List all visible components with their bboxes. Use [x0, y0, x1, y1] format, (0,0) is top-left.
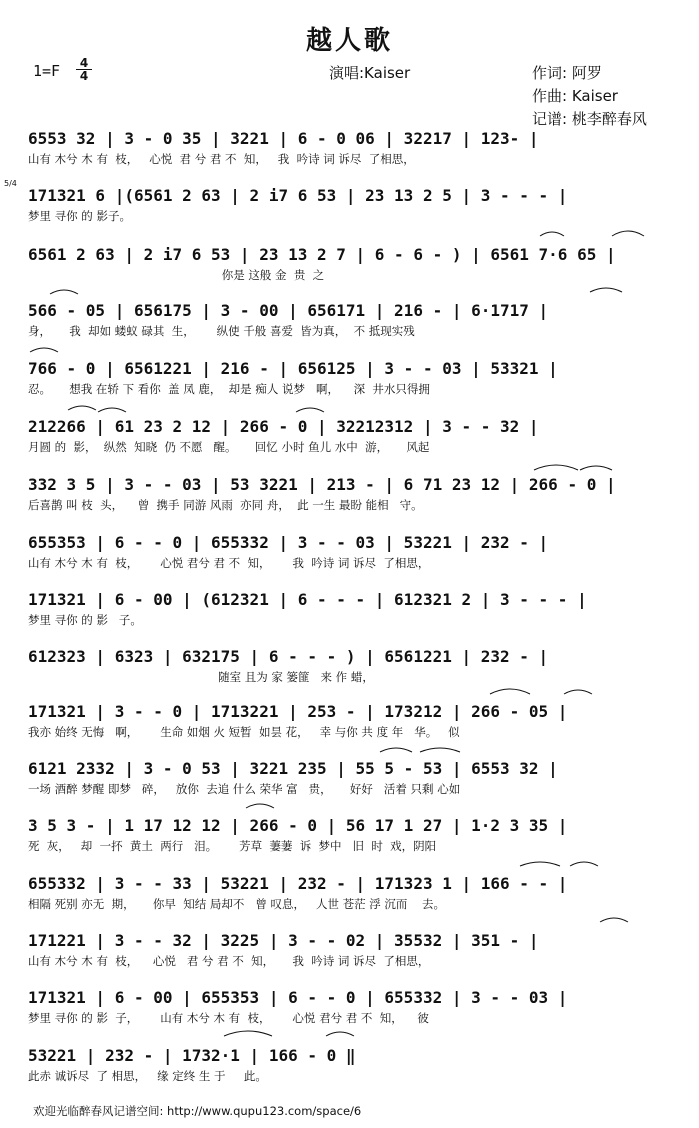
notation-line: 566 - 05 | 656175 | 3 - 00 | 656171 | 216 - | 6·1717 | — [28, 302, 549, 320]
lyric-line: 梦里 寻你 的 影子。 — [28, 209, 131, 223]
lyric-line: 一场 酒醉 梦醒 即梦 碎， 放你 去追 什么 荣华 富 贵， 好好 活着 只剩 心如 — [28, 782, 461, 796]
slur — [570, 862, 598, 866]
lyric-line: 山有 木兮 木 有 枝， 心悦 君兮 君 不 知， 我 吟诗 词 诉尽 了相思， — [28, 556, 430, 570]
slur — [98, 408, 126, 412]
slur — [590, 288, 622, 292]
slur — [50, 290, 78, 294]
singer-credit: 演唱:Kaiser — [329, 64, 411, 82]
slur — [564, 690, 592, 694]
notation-line: 171321 | 6 - 00 | 655353 | 6 - - 0 | 655332 | 3 - - 03 | — [28, 989, 568, 1007]
time-signature-top: 4 — [76, 57, 92, 70]
lyric-line: 随室 且为 家 篓篚 来 作 蜡， — [28, 670, 374, 684]
lyric-line: 我亦 始终 无悔 啊， 生命 如烟 火 短暂 如昙 花， 幸 与你 共 度 年 华。 似 — [28, 725, 460, 739]
notation-line: 6553 32 | 3 - 0 35 | 3221 | 6 - 0 06 | 32217 | 123- | — [28, 130, 539, 148]
notation-line: 6121 2332 | 3 - 0 53 | 3221 235 | 55 5 - 53 | 6553 32 | — [28, 760, 558, 778]
slur — [420, 748, 460, 752]
notation-line: 171321 | 6 - 00 | (612321 | 6 - - - | 612321 2 | 3 - - - | — [28, 591, 587, 609]
lyric-line: 梦里 寻你 的 影 子， 山有 木兮 木 有 枝， 心悦 君兮 君 不 知， 彼 — [28, 1011, 429, 1025]
slur — [600, 918, 628, 922]
lyric-line: 身， 我 却如 蝼蚁 碌其 生， 纵使 千般 喜爱 皆为真， 不 抵现实残 — [28, 324, 415, 338]
slur — [520, 862, 560, 866]
footer-credit: 欢迎光临醉春风记谱空间: http://www.qupu123.com/space/6 — [33, 1104, 362, 1118]
notation-line: 766 - 0 | 6561221 | 216 - | 656125 | 3 - - 03 | 53321 | — [28, 360, 558, 378]
notation-line: 612323 | 6323 | 632175 | 6 - - - ) | 6561221 | 232 - | — [28, 648, 549, 666]
lyric-line: 相隔 死别 亦无 期， 你早 知结 局却不 曾 叹息， 人世 苍茫 浮 沉而 去。 — [28, 897, 446, 911]
slur — [490, 689, 530, 694]
lyric-line: 后喜鹊 叫 枝 头， 曾 携手 同游 风雨 亦同 舟， 此 一生 最盼 能相 守。 — [28, 498, 423, 512]
meter-change-mark: 5/4 — [4, 179, 17, 188]
key-signature: 1=F — [33, 62, 61, 80]
composer-credit: 作曲: Kaiser — [532, 87, 618, 105]
lyricist-credit: 作词: 阿罗 — [532, 64, 602, 82]
slur — [246, 804, 274, 808]
slur — [30, 348, 58, 352]
notation-line: 171321 | 3 - - 0 | 1713221 | 253 - | 173212 | 266 - 05 | — [28, 703, 568, 721]
notation-line: 212266 | 61 23 2 12 | 266 - 0 | 32212312 | 3 - - 32 | — [28, 418, 539, 436]
transcriber-credit: 记谱: 桃李醉春风 — [532, 110, 647, 128]
slur — [68, 406, 96, 410]
song-title: 越人歌 — [305, 26, 393, 56]
time-signature-bottom: 4 — [79, 69, 89, 83]
lyric-line: 山有 木兮 木 有 枝， 心悦 君 兮 君 不 知， 我 吟诗 词 诉尽 了相思， — [28, 954, 430, 968]
notation-line: 53221 | 232 - | 1732·1 | 166 - 0 ‖ — [28, 1047, 356, 1065]
notation-line: 171321 6 |(6561 2 63 | 2 i7 6 53 | 23 13 2 5 | 3 - - - | — [28, 187, 568, 205]
notation-line: 6561 2 63 | 2 i7 6 53 | 23 13 2 7 | 6 - 6 - ) | 6561 7·6 65 | — [28, 246, 616, 264]
notation-line: 332 3 5 | 3 - - 03 | 53 3221 | 213 - | 6 71 23 12 | 266 - 0 | — [28, 476, 616, 494]
slur — [296, 408, 324, 412]
lyric-line: 此赤 诚诉尽 了 相思， 缘 定终 生 于 此。 — [28, 1069, 267, 1083]
slur — [540, 232, 564, 236]
lyric-line: 你是 这般 金 贵 之 — [28, 268, 325, 282]
lyric-line: 月圆 的 影， 纵然 知晓 仍 不愿 醒。 回忆 小时 鱼儿 水中 游， 风起 — [28, 440, 430, 454]
slur — [580, 466, 612, 470]
lyric-line: 山有 木兮 木 有 枝， 心悦 君 兮 君 不 知， 我 吟诗 词 诉尽 了相思， — [28, 152, 415, 166]
notation-line: 655353 | 6 - - 0 | 655332 | 3 - - 03 | 53221 | 232 - | — [28, 534, 549, 552]
slur — [612, 231, 644, 236]
slur — [380, 748, 412, 752]
lyric-line: 梦里 寻你 的 影 子。 — [28, 613, 142, 627]
slur — [224, 1031, 272, 1036]
slur — [326, 1032, 354, 1036]
notation-line: 3 5 3 - | 1 17 12 12 | 266 - 0 | 56 17 1 27 | 1·2 3 35 | — [28, 817, 568, 835]
lyric-line: 忍。 想我 在轿 下 看你 盖 凤 鹿， 却是 痴人 说梦 啊， 深 井水只得拥 — [28, 382, 430, 396]
notation-line: 171221 | 3 - - 32 | 3225 | 3 - - 02 | 35532 | 351 - | — [28, 932, 539, 950]
lyric-line: 死 灰， 却 一抔 黄土 两行 泪。 芳草 萋萋 诉 梦中 旧 时 戏，阴阳 — [28, 839, 437, 853]
slur — [534, 465, 578, 470]
notation-line: 655332 | 3 - - 33 | 53221 | 232 - | 171323 1 | 166 - - | — [28, 875, 568, 893]
